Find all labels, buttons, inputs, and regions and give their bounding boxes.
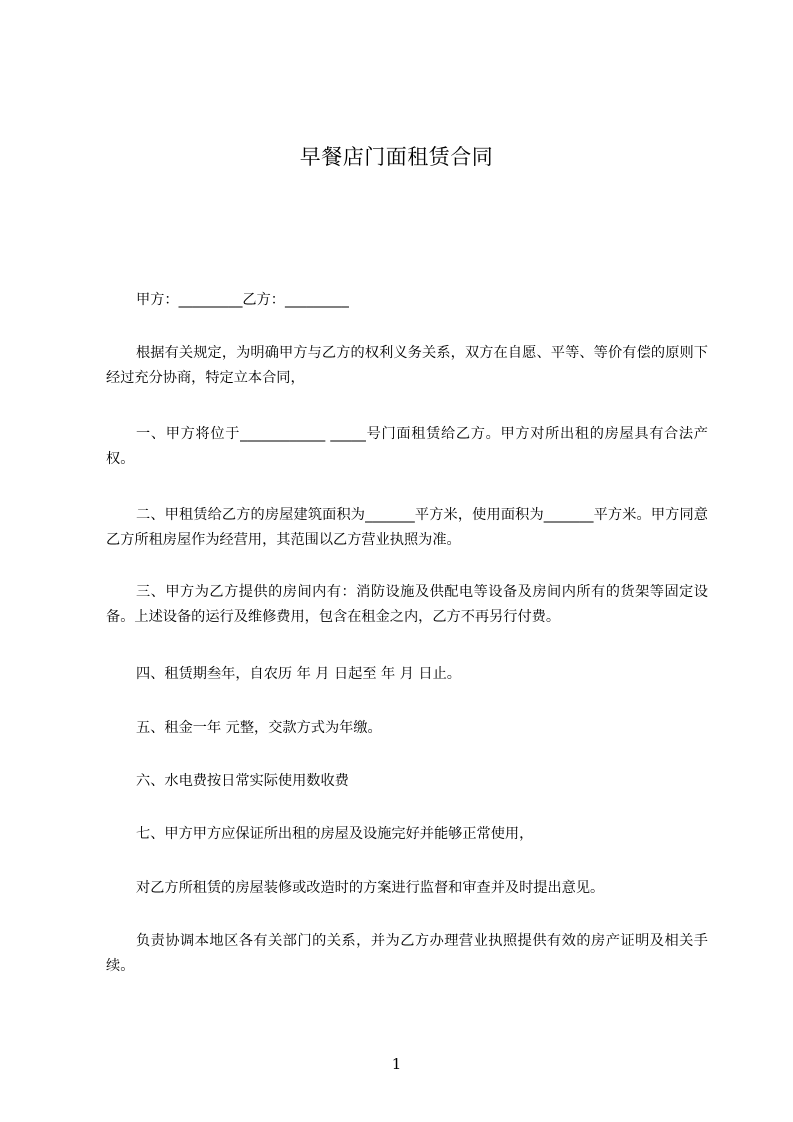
paragraph-clause-6: 六、水电费按日常实际使用数收费: [136, 773, 349, 789]
paragraph-clause-3: 三、甲方为乙方提供的房间内有：消防设施及供配电等设备及房间内所有的货架等固定设备。上述设备的运行及维修费用，包含在租金之内，乙方不再另行付费。: [106, 584, 708, 625]
paragraph-clause-7-item-2: 负责协调本地区各有关部门的关系，并为乙方办理营业执照提供有效的房产证明及相关手续。: [106, 933, 708, 974]
paragraph-preamble: 根据有关规定，为明确甲方与乙方的权利义务关系，双方在自愿、平等、等价有偿的原则下经过充分协商，特定立本合同，: [106, 345, 708, 386]
document-title: 早餐店门面租赁合同: [299, 145, 494, 169]
parties-line: 甲方：_________乙方：_________: [136, 292, 349, 308]
paragraph-clause-1: 一、甲方将位于____________ _____号门面租赁给乙方。甲方对所出租的房屋具有合法产权。: [106, 426, 708, 467]
paragraph-clause-2: 二、甲租赁给乙方的房屋建筑面积为_______平方米，使用面积为_______平方米。甲方同意乙方所租房屋作为经营用，其范围以乙方营业执照为准。: [106, 507, 708, 548]
paragraph-clause-5: 五、租金一年 元整，交款方式为年缴。: [136, 720, 382, 736]
paragraph-clause-7: 七、甲方甲方应保证所出租的房屋及设施完好并能够正常使用，: [136, 826, 534, 842]
page-number: 1: [391, 1055, 402, 1073]
paragraph-clause-4: 四、租赁期叁年，自农历 年 月 日起至 年 月 日止。: [136, 666, 461, 682]
paragraph-clause-7-item-1: 对乙方所租赁的房屋装修或改造时的方案进行监督和审查并及时提出意见。: [136, 880, 605, 896]
